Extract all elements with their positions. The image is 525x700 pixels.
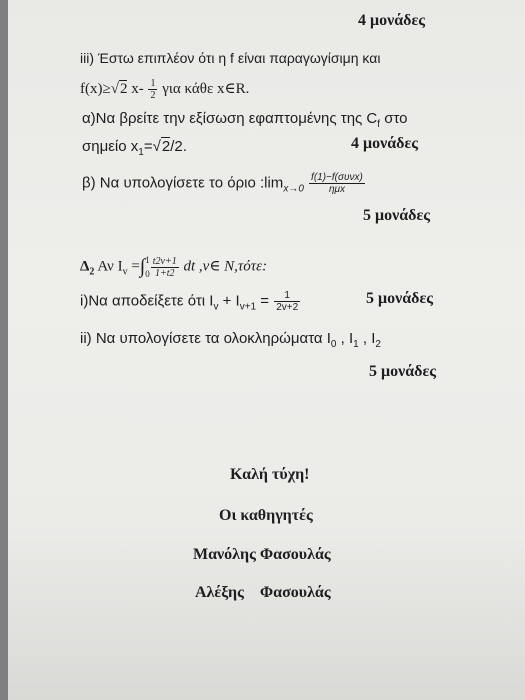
part-ii-statement: ii) Να υπολογίσετε τα ολοκληρώματα $I_0$ , $I_1$ , $I_2$: [80, 330, 381, 350]
limit-fraction: $\frac{\text{f(1)−f(συνx)}}{\text{ημx}}$: [311, 172, 363, 195]
ineq-right: για κάθε x∈R.: [158, 80, 250, 97]
closing-good-luck: Καλή τύχη!: [230, 466, 310, 483]
ineq-fraction: $\frac{1}{2}$: [150, 78, 156, 101]
part-iii-label: iii): [80, 50, 94, 66]
points-label: 5 μονάδες: [363, 207, 431, 224]
recurrence-fraction: $\frac{1}{2v+2}$: [276, 290, 299, 313]
ineq-left: f(x)≥: [80, 80, 111, 97]
points-label: 5 μονάδες: [369, 363, 437, 380]
exam-page: [8, 0, 525, 700]
part-iii-statement: [80, 50, 380, 66]
part-b-limit: β) Να υπολογίσετε το όριο $:\lim_{x\to 0}$ $\frac{\text{f(1)−f(συνx)}}{\text{ημx}}$: [82, 172, 363, 195]
points-label: 4 μονάδες: [351, 135, 419, 152]
part-a-line-2: σημείο $x_1=√2/2$.: [82, 138, 187, 158]
inequality-line: f(x)≥√2 x- $\frac{1}{2}$ για κάθε x∈R.: [80, 78, 250, 101]
part-i-statement: i)Να αποδείξετε ότι $I_v + I_{v+1}$ = $\frac{1}{2v+2}$: [80, 290, 299, 313]
points-label: 5 μονάδες: [366, 290, 434, 307]
ineq-sqrt: 2: [119, 80, 128, 97]
teacher-name-2: Αλέξης Φασουλάς: [195, 584, 331, 601]
teacher-name-1: Μανόλης Φασουλάς: [193, 546, 331, 563]
integrand-fraction: $\frac{t2v+1}{1+t2}$: [152, 255, 177, 279]
part-iii-text: Έστω επιπλέον ότι η f είναι παραγωγίσιμη και: [97, 50, 381, 66]
points-label: 4 μονάδες: [358, 12, 426, 29]
section-d2-definition: $\Delta_2$ Αν $I_v$ =∫ 1 0 $\frac{t2v+1}{1+t2}$ dt ,v∈ N,τότε:: [80, 255, 268, 279]
part-a-line-1: α)Να βρείτε την εξίσωση εφαπτομένης της $C_f$ στο: [82, 110, 408, 130]
closing-teachers: Οι καθηγητές: [219, 507, 313, 524]
ineq-mid: x-: [127, 80, 148, 97]
